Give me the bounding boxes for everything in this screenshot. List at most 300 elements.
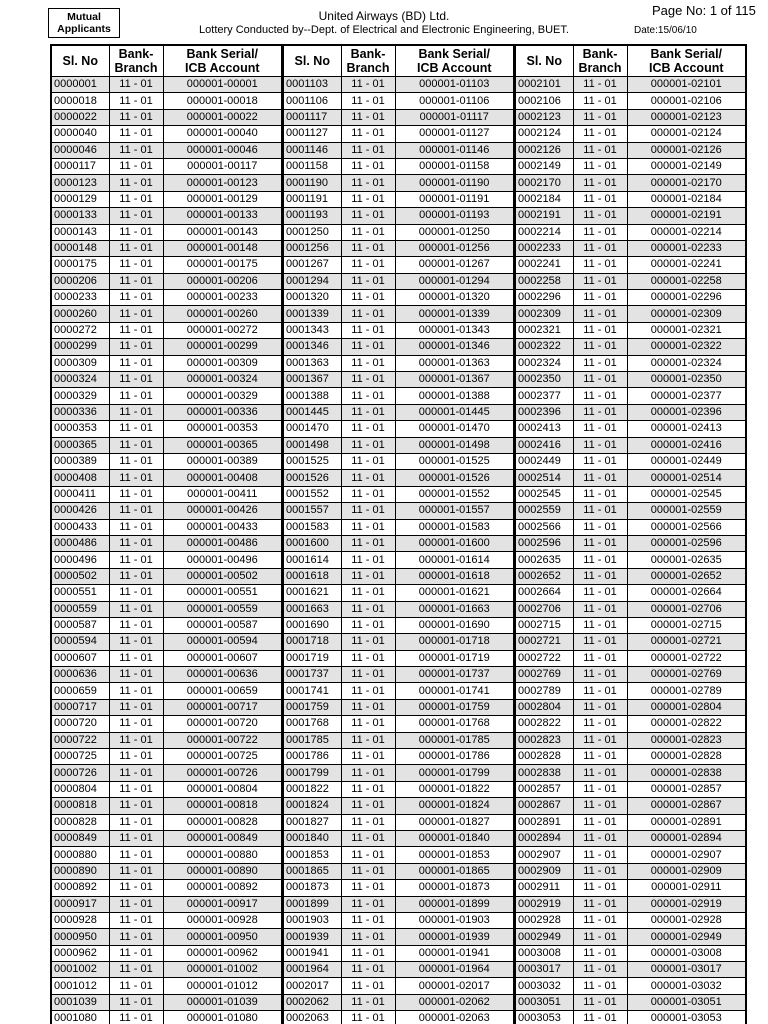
sl-no-cell: 0001614	[283, 552, 341, 568]
sl-no-cell: 0001618	[283, 568, 341, 584]
applicant-table	[50, 44, 283, 1024]
sl-no-cell: 0000336	[51, 404, 109, 420]
table-row	[515, 994, 746, 1010]
bank-branch-cell: 11 - 01	[573, 585, 627, 601]
table-row	[283, 355, 514, 371]
table-row	[51, 93, 282, 109]
table-row	[515, 847, 746, 863]
sl-no-cell: 0000040	[51, 126, 109, 142]
icb-account-cell: 000001-02652	[627, 568, 746, 584]
bank-branch-cell: 11 - 01	[341, 732, 395, 748]
bank-branch-cell: 11 - 01	[341, 290, 395, 306]
icb-account-cell: 000001-00890	[163, 863, 282, 879]
icb-account-cell: 000001-00129	[163, 191, 282, 207]
bank-branch-cell: 11 - 01	[341, 126, 395, 142]
sl-no-cell: 0001117	[283, 109, 341, 125]
bank-branch-cell: 11 - 01	[573, 896, 627, 912]
sl-no-cell: 0002233	[515, 240, 573, 256]
table-row	[515, 650, 746, 666]
table-row	[283, 158, 514, 174]
table-row	[515, 372, 746, 388]
icb-account-cell: 000001-02928	[627, 912, 746, 928]
icb-account-cell: 000001-02241	[627, 257, 746, 273]
sl-no-header: Sl. No	[515, 45, 573, 77]
table-row	[515, 716, 746, 732]
table-row	[51, 781, 282, 797]
bank-branch-cell: 11 - 01	[573, 519, 627, 535]
bank-branch-cell: 11 - 01	[341, 749, 395, 765]
icb-account-cell: 000001-02233	[627, 240, 746, 256]
icb-account-cell: 000001-00892	[163, 880, 282, 896]
bank-branch-cell: 11 - 01	[109, 601, 163, 617]
icb-account-cell: 000001-02706	[627, 601, 746, 617]
table-row	[515, 552, 746, 568]
icb-account-cell: 000001-02894	[627, 830, 746, 846]
table-row	[283, 929, 514, 945]
table-row	[515, 978, 746, 994]
table-row	[283, 699, 514, 715]
table-row	[515, 814, 746, 830]
sl-no-cell: 0000426	[51, 503, 109, 519]
table-row	[51, 830, 282, 846]
bank-branch-cell: 11 - 01	[573, 224, 627, 240]
table-row	[515, 290, 746, 306]
bank-branch-cell: 11 - 01	[341, 306, 395, 322]
sl-no-cell: 0000890	[51, 863, 109, 879]
bank-branch-cell: 11 - 01	[341, 814, 395, 830]
table-row	[51, 257, 282, 273]
sl-no-cell: 0000129	[51, 191, 109, 207]
table-row	[51, 814, 282, 830]
bank-branch-cell: 11 - 01	[109, 683, 163, 699]
icb-account-cell: 000001-00336	[163, 404, 282, 420]
table-row	[283, 257, 514, 273]
bank-branch-cell: 11 - 01	[341, 896, 395, 912]
sl-no-cell: 0001552	[283, 486, 341, 502]
bank-branch-cell: 11 - 01	[341, 77, 395, 93]
icb-account-cell: 000001-00272	[163, 322, 282, 338]
bank-branch-cell: 11 - 01	[573, 355, 627, 371]
table-row	[515, 699, 746, 715]
icb-account-cell: 000001-02664	[627, 585, 746, 601]
bank-branch-cell: 11 - 01	[341, 109, 395, 125]
sl-no-cell: 0002928	[515, 912, 573, 928]
table-row	[515, 503, 746, 519]
bank-branch-cell: 11 - 01	[573, 486, 627, 502]
bank-branch-cell: 11 - 01	[341, 486, 395, 502]
bank-branch-cell: 11 - 01	[341, 798, 395, 814]
table-row	[283, 847, 514, 863]
sl-no-cell: 0002566	[515, 519, 573, 535]
table-row	[283, 240, 514, 256]
icb-account-cell: 000001-02715	[627, 617, 746, 633]
icb-account-cell: 000001-02635	[627, 552, 746, 568]
table-row	[51, 716, 282, 732]
bank-branch-cell: 11 - 01	[341, 372, 395, 388]
icb-account-cell: 000001-01865	[395, 863, 514, 879]
bank-branch-cell: 11 - 01	[573, 912, 627, 928]
sl-no-cell: 0001785	[283, 732, 341, 748]
sl-no-cell: 0000594	[51, 634, 109, 650]
bank-branch-cell: 11 - 01	[573, 863, 627, 879]
header-line: ICB Account	[416, 61, 492, 75]
icb-account-cell: 000001-02377	[627, 388, 746, 404]
table-row	[51, 191, 282, 207]
sl-no-cell: 0003017	[515, 962, 573, 978]
sl-no-cell: 0001840	[283, 830, 341, 846]
bank-branch-cell: 11 - 01	[341, 1011, 395, 1024]
table-row	[283, 486, 514, 502]
table-row	[515, 535, 746, 551]
sl-no-cell: 0002106	[515, 93, 573, 109]
sl-no-cell: 0002350	[515, 372, 573, 388]
bank-branch-cell: 11 - 01	[573, 77, 627, 93]
table-row	[51, 208, 282, 224]
table-row	[51, 486, 282, 502]
header-line: Bank-	[582, 47, 618, 61]
applicant-table	[514, 44, 747, 1024]
sl-no-cell: 0002062	[283, 994, 341, 1010]
bank-branch-cell: 11 - 01	[109, 208, 163, 224]
table-row	[515, 732, 746, 748]
bank-branch-cell: 11 - 01	[109, 699, 163, 715]
sl-no-cell: 0000636	[51, 667, 109, 683]
bank-branch-cell: 11 - 01	[573, 650, 627, 666]
bank-branch-cell: 11 - 01	[109, 355, 163, 371]
table-row	[51, 896, 282, 912]
sl-no-cell: 0000389	[51, 453, 109, 469]
icb-account-cell: 000001-01250	[395, 224, 514, 240]
sl-no-cell: 0001343	[283, 322, 341, 338]
table-row	[283, 421, 514, 437]
table-row	[515, 880, 746, 896]
table-row	[51, 421, 282, 437]
icb-account-cell: 000001-00607	[163, 650, 282, 666]
icb-account-cell: 000001-02596	[627, 535, 746, 551]
table-row	[51, 912, 282, 928]
bank-branch-cell: 11 - 01	[109, 896, 163, 912]
sl-no-cell: 0001002	[51, 962, 109, 978]
table-row	[283, 683, 514, 699]
sl-no-cell: 0001012	[51, 978, 109, 994]
sl-no-cell: 0000502	[51, 568, 109, 584]
bank-branch-cell: 11 - 01	[341, 830, 395, 846]
table-row	[515, 830, 746, 846]
report-date: Date:15/06/10	[634, 25, 697, 36]
icb-account-cell: 000001-00411	[163, 486, 282, 502]
sl-no-cell: 0002857	[515, 781, 573, 797]
icb-account-cell: 000001-01256	[395, 240, 514, 256]
icb-account-cell: 000001-01190	[395, 175, 514, 191]
bank-branch-cell: 11 - 01	[109, 158, 163, 174]
table-row	[515, 863, 746, 879]
bank-branch-cell: 11 - 01	[573, 240, 627, 256]
sl-no-cell: 0002324	[515, 355, 573, 371]
sl-no-cell: 0003032	[515, 978, 573, 994]
table-row	[51, 650, 282, 666]
sl-no-cell: 0001621	[283, 585, 341, 601]
icb-account-cell: 000001-01690	[395, 617, 514, 633]
icb-account-cell: 000001-00329	[163, 388, 282, 404]
icb-account-cell: 000001-01106	[395, 93, 514, 109]
table-header-row	[283, 45, 514, 77]
bank-branch-cell: 11 - 01	[573, 699, 627, 715]
table-row	[51, 388, 282, 404]
icb-account-cell: 000001-02828	[627, 749, 746, 765]
icb-account-cell: 000001-01117	[395, 109, 514, 125]
icb-account-cell: 000001-00408	[163, 470, 282, 486]
sl-no-cell: 0000309	[51, 355, 109, 371]
bank-branch-cell: 11 - 01	[341, 962, 395, 978]
table-row	[283, 126, 514, 142]
bank-branch-cell: 11 - 01	[573, 1011, 627, 1024]
table-row	[515, 765, 746, 781]
table-row	[51, 880, 282, 896]
icb-account-cell: 000001-00001	[163, 77, 282, 93]
table-row	[51, 290, 282, 306]
icb-account-cell: 000001-01663	[395, 601, 514, 617]
sl-no-cell: 0002396	[515, 404, 573, 420]
icb-account-cell: 000001-01600	[395, 535, 514, 551]
icb-account-cell: 000001-02184	[627, 191, 746, 207]
bank-branch-cell: 11 - 01	[341, 339, 395, 355]
sl-no-cell: 0001039	[51, 994, 109, 1010]
icb-account-cell: 000001-00206	[163, 273, 282, 289]
table-row	[283, 716, 514, 732]
table-row	[283, 552, 514, 568]
icb-account-cell: 000001-00950	[163, 929, 282, 945]
bank-branch-cell: 11 - 01	[573, 372, 627, 388]
icb-account-cell: 000001-01618	[395, 568, 514, 584]
icb-account-cell: 000001-00486	[163, 535, 282, 551]
icb-account-cell: 000001-00299	[163, 339, 282, 355]
sl-no-cell: 0002652	[515, 568, 573, 584]
header-line: Bank-	[350, 47, 386, 61]
icb-account-cell: 000001-02123	[627, 109, 746, 125]
bank-branch-cell: 11 - 01	[341, 421, 395, 437]
bank-branch-cell: 11 - 01	[109, 732, 163, 748]
bank-branch-cell: 11 - 01	[109, 667, 163, 683]
header-line: ICB Account	[184, 61, 260, 75]
table-row	[515, 126, 746, 142]
icb-account-cell: 000001-01470	[395, 421, 514, 437]
table-row	[283, 388, 514, 404]
icb-account-cell: 000001-00502	[163, 568, 282, 584]
bank-branch-cell: 11 - 01	[109, 257, 163, 273]
sl-no-cell: 0001526	[283, 470, 341, 486]
sl-no-cell: 0000559	[51, 601, 109, 617]
sl-no-cell: 0002149	[515, 158, 573, 174]
bank-branch-cell: 11 - 01	[573, 945, 627, 961]
icb-account-cell: 000001-02559	[627, 503, 746, 519]
bank-branch-cell: 11 - 01	[573, 388, 627, 404]
sl-no-cell: 0000329	[51, 388, 109, 404]
bank-branch-cell: 11 - 01	[573, 732, 627, 748]
sl-no-cell: 0000722	[51, 732, 109, 748]
table-row	[283, 880, 514, 896]
icb-account-cell: 000001-00389	[163, 453, 282, 469]
bank-branch-cell: 11 - 01	[341, 175, 395, 191]
sl-no-cell: 0002789	[515, 683, 573, 699]
sl-no-cell: 0001941	[283, 945, 341, 961]
sl-no-cell: 0002377	[515, 388, 573, 404]
sl-no-cell: 0002891	[515, 814, 573, 830]
sl-no-cell: 0000117	[51, 158, 109, 174]
table-row	[515, 437, 746, 453]
bank-branch-cell: 11 - 01	[341, 142, 395, 158]
bank-branch-cell: 11 - 01	[109, 912, 163, 928]
table-row	[283, 945, 514, 961]
icb-account-cell: 000001-00175	[163, 257, 282, 273]
bank-serial-header	[163, 45, 282, 77]
icb-account-cell: 000001-00018	[163, 93, 282, 109]
sl-no-cell: 0001741	[283, 683, 341, 699]
table-row	[283, 175, 514, 191]
bank-branch-cell: 11 - 01	[341, 683, 395, 699]
icb-account-cell: 000001-02449	[627, 453, 746, 469]
bank-branch-cell: 11 - 01	[573, 175, 627, 191]
sl-no-cell: 0002170	[515, 175, 573, 191]
bank-branch-cell: 11 - 01	[109, 322, 163, 338]
icb-account-cell: 000001-00426	[163, 503, 282, 519]
table-row	[283, 912, 514, 928]
table-row	[515, 404, 746, 420]
icb-account-cell: 000001-00353	[163, 421, 282, 437]
bank-branch-cell: 11 - 01	[109, 634, 163, 650]
sl-no-cell: 0002715	[515, 617, 573, 633]
sl-no-cell: 0001158	[283, 158, 341, 174]
bank-branch-cell: 11 - 01	[573, 601, 627, 617]
sl-no-cell: 0000486	[51, 535, 109, 551]
bank-branch-cell: 11 - 01	[341, 273, 395, 289]
icb-account-cell: 000001-00828	[163, 814, 282, 830]
bank-branch-cell: 11 - 01	[109, 945, 163, 961]
sl-no-cell: 0000299	[51, 339, 109, 355]
icb-account-cell: 000001-02106	[627, 93, 746, 109]
icb-account-cell: 000001-01158	[395, 158, 514, 174]
icb-account-cell: 000001-02191	[627, 208, 746, 224]
icb-account-cell: 000001-02413	[627, 421, 746, 437]
table-row	[283, 437, 514, 453]
sl-no-cell: 0000962	[51, 945, 109, 961]
table-row	[515, 77, 746, 93]
bank-branch-cell: 11 - 01	[109, 224, 163, 240]
icb-account-cell: 000001-01445	[395, 404, 514, 420]
sl-no-cell: 0002124	[515, 126, 573, 142]
table-row	[515, 322, 746, 338]
bank-branch-cell: 11 - 01	[109, 519, 163, 535]
bank-branch-cell: 11 - 01	[341, 880, 395, 896]
table-row	[51, 175, 282, 191]
icb-account-cell: 000001-02822	[627, 716, 746, 732]
header-line: Bank-	[118, 47, 154, 61]
icb-account-cell: 000001-01785	[395, 732, 514, 748]
table-row	[283, 617, 514, 633]
bank-branch-cell: 11 - 01	[573, 126, 627, 142]
sl-no-cell: 0001445	[283, 404, 341, 420]
sl-no-cell: 0000175	[51, 257, 109, 273]
bank-branch-cell: 11 - 01	[341, 257, 395, 273]
sl-no-cell: 0000001	[51, 77, 109, 93]
bank-branch-cell: 11 - 01	[573, 191, 627, 207]
sl-no-cell: 0001827	[283, 814, 341, 830]
header-line: Branch	[346, 61, 390, 75]
bank-branch-cell: 11 - 01	[109, 306, 163, 322]
icb-account-cell: 000001-01294	[395, 273, 514, 289]
bank-branch-cell: 11 - 01	[341, 585, 395, 601]
bank-branch-cell: 11 - 01	[573, 437, 627, 453]
icb-account-cell: 000001-02124	[627, 126, 746, 142]
sl-no-cell: 0000433	[51, 519, 109, 535]
bank-branch-cell: 11 - 01	[573, 994, 627, 1010]
bank-branch-cell: 11 - 01	[109, 470, 163, 486]
sl-no-cell: 0000607	[51, 650, 109, 666]
sl-no-cell: 0003008	[515, 945, 573, 961]
table-row	[51, 322, 282, 338]
bank-branch-cell: 11 - 01	[341, 765, 395, 781]
bank-branch-cell: 11 - 01	[109, 978, 163, 994]
table-row	[51, 372, 282, 388]
bank-branch-cell: 11 - 01	[573, 962, 627, 978]
bank-branch-cell: 11 - 01	[109, 585, 163, 601]
icb-account-cell: 000001-00928	[163, 912, 282, 928]
icb-account-cell: 000001-01614	[395, 552, 514, 568]
bank-branch-cell: 11 - 01	[341, 322, 395, 338]
sl-no-cell: 0001256	[283, 240, 341, 256]
icb-account-cell: 000001-01525	[395, 453, 514, 469]
sl-no-cell: 0000720	[51, 716, 109, 732]
sl-no-cell: 0002828	[515, 749, 573, 765]
sl-no-cell: 0002413	[515, 421, 573, 437]
bank-branch-cell: 11 - 01	[109, 503, 163, 519]
bank-branch-cell: 11 - 01	[573, 716, 627, 732]
icb-account-cell: 000001-02911	[627, 880, 746, 896]
icb-account-cell: 000001-01824	[395, 798, 514, 814]
table-row	[51, 470, 282, 486]
icb-account-cell: 000001-00594	[163, 634, 282, 650]
icb-account-cell: 000001-02857	[627, 781, 746, 797]
icb-account-cell: 000001-03032	[627, 978, 746, 994]
icb-account-cell: 000001-02101	[627, 77, 746, 93]
bank-branch-cell: 11 - 01	[109, 77, 163, 93]
table-row	[515, 306, 746, 322]
bank-branch-cell: 11 - 01	[109, 650, 163, 666]
sl-no-cell: 0001690	[283, 617, 341, 633]
table-row	[51, 749, 282, 765]
table-row	[51, 552, 282, 568]
bank-branch-cell: 11 - 01	[109, 814, 163, 830]
icb-account-cell: 000001-01146	[395, 142, 514, 158]
sl-no-cell: 0001103	[283, 77, 341, 93]
sl-no-cell: 0003051	[515, 994, 573, 1010]
sl-no-cell: 0002769	[515, 667, 573, 683]
sl-no-cell: 0002559	[515, 503, 573, 519]
sl-no-cell: 0001786	[283, 749, 341, 765]
sl-no-cell: 0002322	[515, 339, 573, 355]
table-row	[51, 519, 282, 535]
icb-account-cell: 000001-02789	[627, 683, 746, 699]
sl-no-cell: 0001939	[283, 929, 341, 945]
table-row	[515, 962, 746, 978]
table-header-row	[51, 45, 282, 77]
table-row	[283, 765, 514, 781]
sl-no-cell: 0000950	[51, 929, 109, 945]
sl-no-cell: 0002911	[515, 880, 573, 896]
icb-account-cell: 000001-00849	[163, 830, 282, 846]
table-row	[51, 453, 282, 469]
table-row	[51, 158, 282, 174]
icb-account-cell: 000001-00022	[163, 109, 282, 125]
